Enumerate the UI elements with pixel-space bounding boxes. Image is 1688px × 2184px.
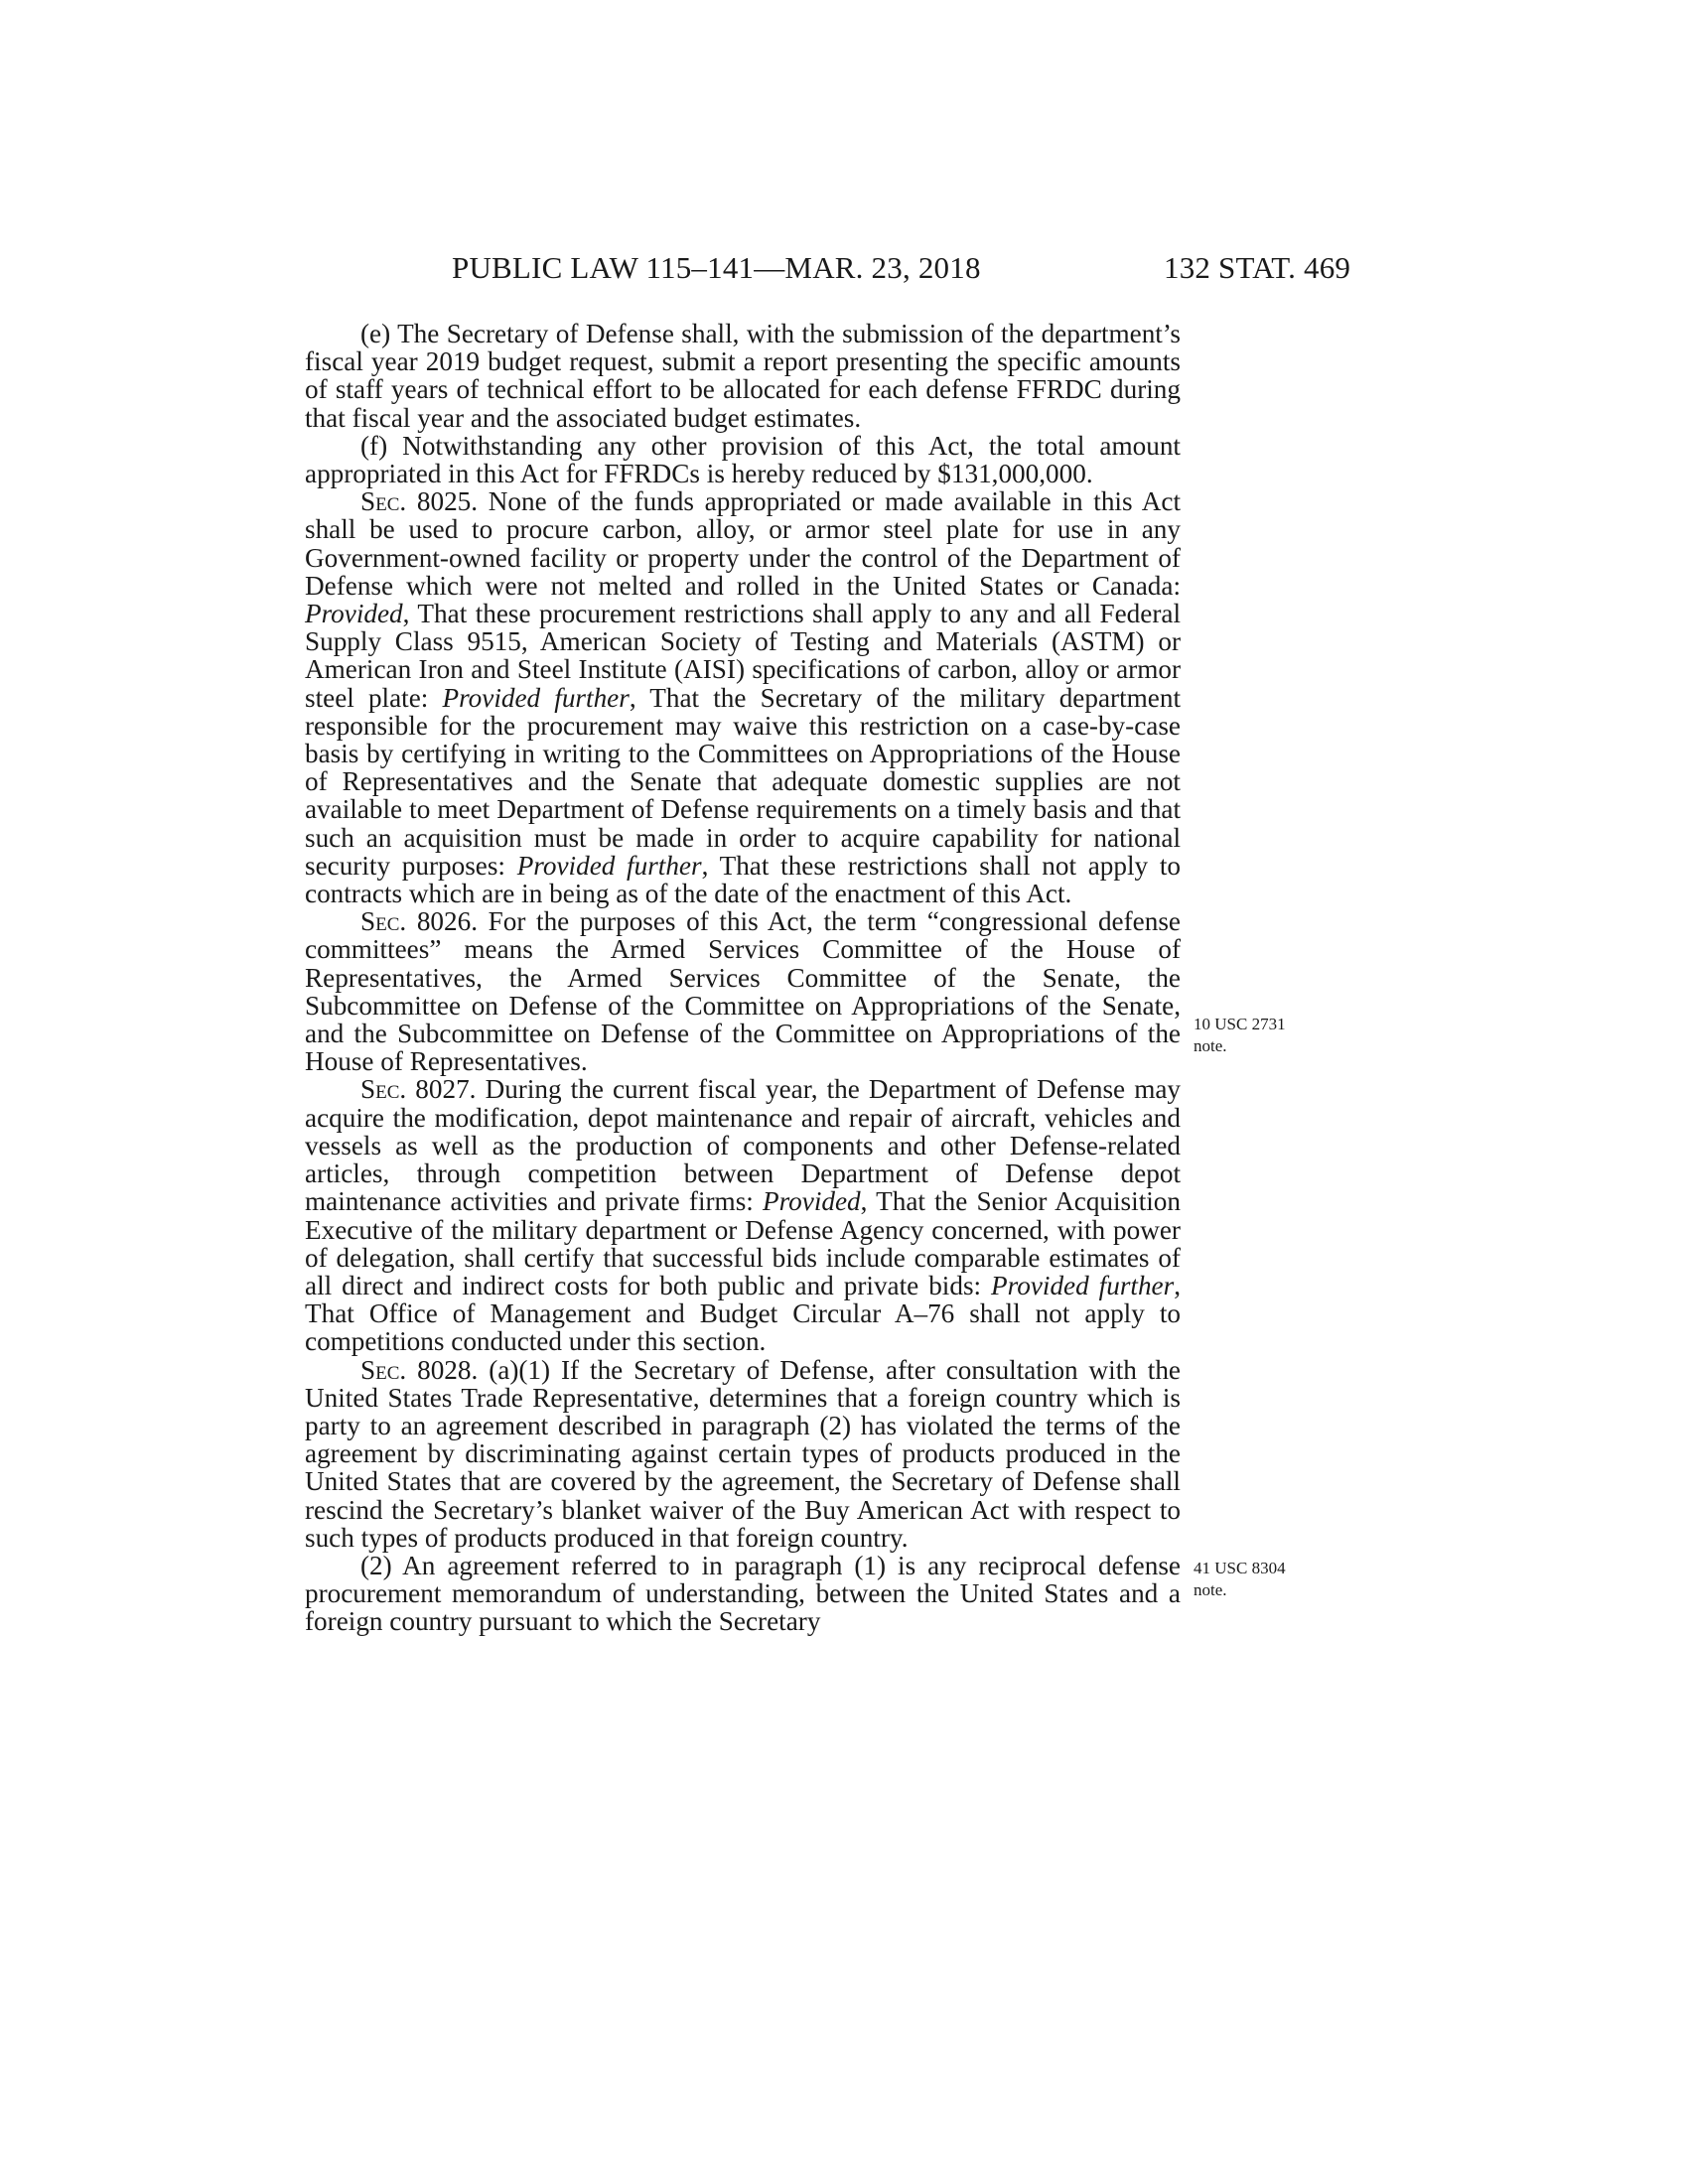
section-text: , That these restrictions shall not apply to contracts which are in being as of the date of the enactment of this Act.: [305, 850, 1182, 909]
paragraph-e: (e) The Secretary of Defense shall, with the submission of the department’s fiscal year 2019 budget request, submit a report presenting the specific amounts of staff years of technical effort to be allocated for each defense FFRDC during that fiscal year and the associated budget estimates.: [305, 319, 1181, 433]
section-text: (a)(1) If the Secretary of Defense, after consultation with the United States Trade Representative, determines that a foreign country which is party to an agreement described in paragraph (2) has violated the terms of the agreement by discriminating against certain types of products produced in the United States that are covered by the agreement, the Secretary of Defense shall rescind the Secretary’s blanket waiver of the Buy American Act with respect to such types of products produced in that foreign country.: [305, 1354, 1182, 1553]
margin-note-10-usc-2731: [1194, 1014, 1286, 1057]
proviso: Provided further: [991, 1270, 1175, 1300]
margin-note-citation: 10 USC 2731: [1194, 1015, 1286, 1033]
section-8027: [305, 1075, 1181, 1355]
proviso: Provided further: [516, 850, 702, 881]
section-number: 8027.: [406, 1074, 486, 1105]
section-number: 8025.: [406, 486, 489, 517]
section-number: 8026.: [406, 906, 489, 937]
section-text: , That Office of Management and Budget Circular A–76 shall not apply to competitions conducted under this section.: [305, 1270, 1181, 1357]
section-8025: [305, 487, 1181, 907]
proviso: Provided: [305, 599, 403, 629]
section-label: Sec.: [360, 906, 407, 937]
section-text: None of the funds appropriated or made available in this Act shall be used to procure carbon, alloy, or armor steel plate for use in any Government-owned facility or property under the control of the Department of Defense which were not melted and rolled in the United States or Canada:: [305, 486, 1181, 601]
section-text: , That the Secretary of the military department responsible for the procurement may waive this restriction on a case-by-case basis by certifying in writing to the Committees on Appropriations of the House of Representatives and the Senate that adequate domestic supplies are not available to meet Department of Defense requirements on a timely basis and that such an acquisition must be made in order to acquire capability for national security purposes:: [305, 682, 1181, 881]
section-8026: [305, 907, 1181, 1075]
section-text: During the current fiscal year, the Department of Defense may acquire the modification, depot maintenance and repair of aircraft, vehicles and vessels as well as the production of components and other Defense-related articles, through competition between Department of Defense depot maintenance activities and private firms:: [305, 1074, 1182, 1217]
section-number: 8028.: [406, 1354, 490, 1385]
page-header-title: PUBLIC LAW 115–141—MAR. 23, 2018: [452, 250, 981, 285]
paragraph-f: (f) Notwithstanding any other provision of this Act, the total amount appropriated in this Act for FFRDCs is hereby reduced by $131,000,000.: [305, 430, 1181, 489]
section-text: , That these procurement restrictions shall apply to any and all Federal Supply Class 9515, American Society of Testing and Materials (ASTM) or American Iron and Steel Institute (AISI) specifications of carbon, alloy or armor steel plate:: [305, 599, 1181, 713]
margin-note-41-usc-8304: [1194, 1558, 1286, 1601]
section-label: Sec.: [360, 1354, 407, 1385]
paragraph-a2: (2) An agreement referred to in paragraph (1) is any reciprocal defense procurement memorandum of understanding, between the United States and a foreign country pursuant to which the Secretary: [305, 1550, 1181, 1637]
margin-note-label: note.: [1194, 1580, 1227, 1599]
proviso: Provided: [763, 1186, 861, 1217]
section-text: For the purposes of this Act, the term “congressional defense committees” means the Armed Services Committee of the House of Representatives, the Armed Services Committee of the Senate, the Subcommittee on Defense of the Committee on Appropriations of the Senate, and the Subcommittee on Defense of the Committee on Appropriations of the House of Representatives.: [305, 906, 1181, 1077]
section-label: Sec.: [360, 486, 407, 517]
section-text: , That the Senior Acquisition Executive of the military department or Defense Agency concerned, with power of delegation, shall certify that successful bids include comparable estimates of all direct and indirect costs for both public and private bids:: [305, 1186, 1181, 1300]
section-label: Sec.: [360, 1074, 407, 1105]
margin-note-label: note.: [1194, 1036, 1227, 1055]
page-header-page-number: 132 STAT. 469: [1164, 250, 1351, 285]
margin-note-citation: 41 USC 8304: [1194, 1559, 1286, 1577]
section-8028: [305, 1356, 1181, 1552]
proviso: Provided further: [442, 682, 630, 713]
document-body: [305, 320, 1181, 1636]
